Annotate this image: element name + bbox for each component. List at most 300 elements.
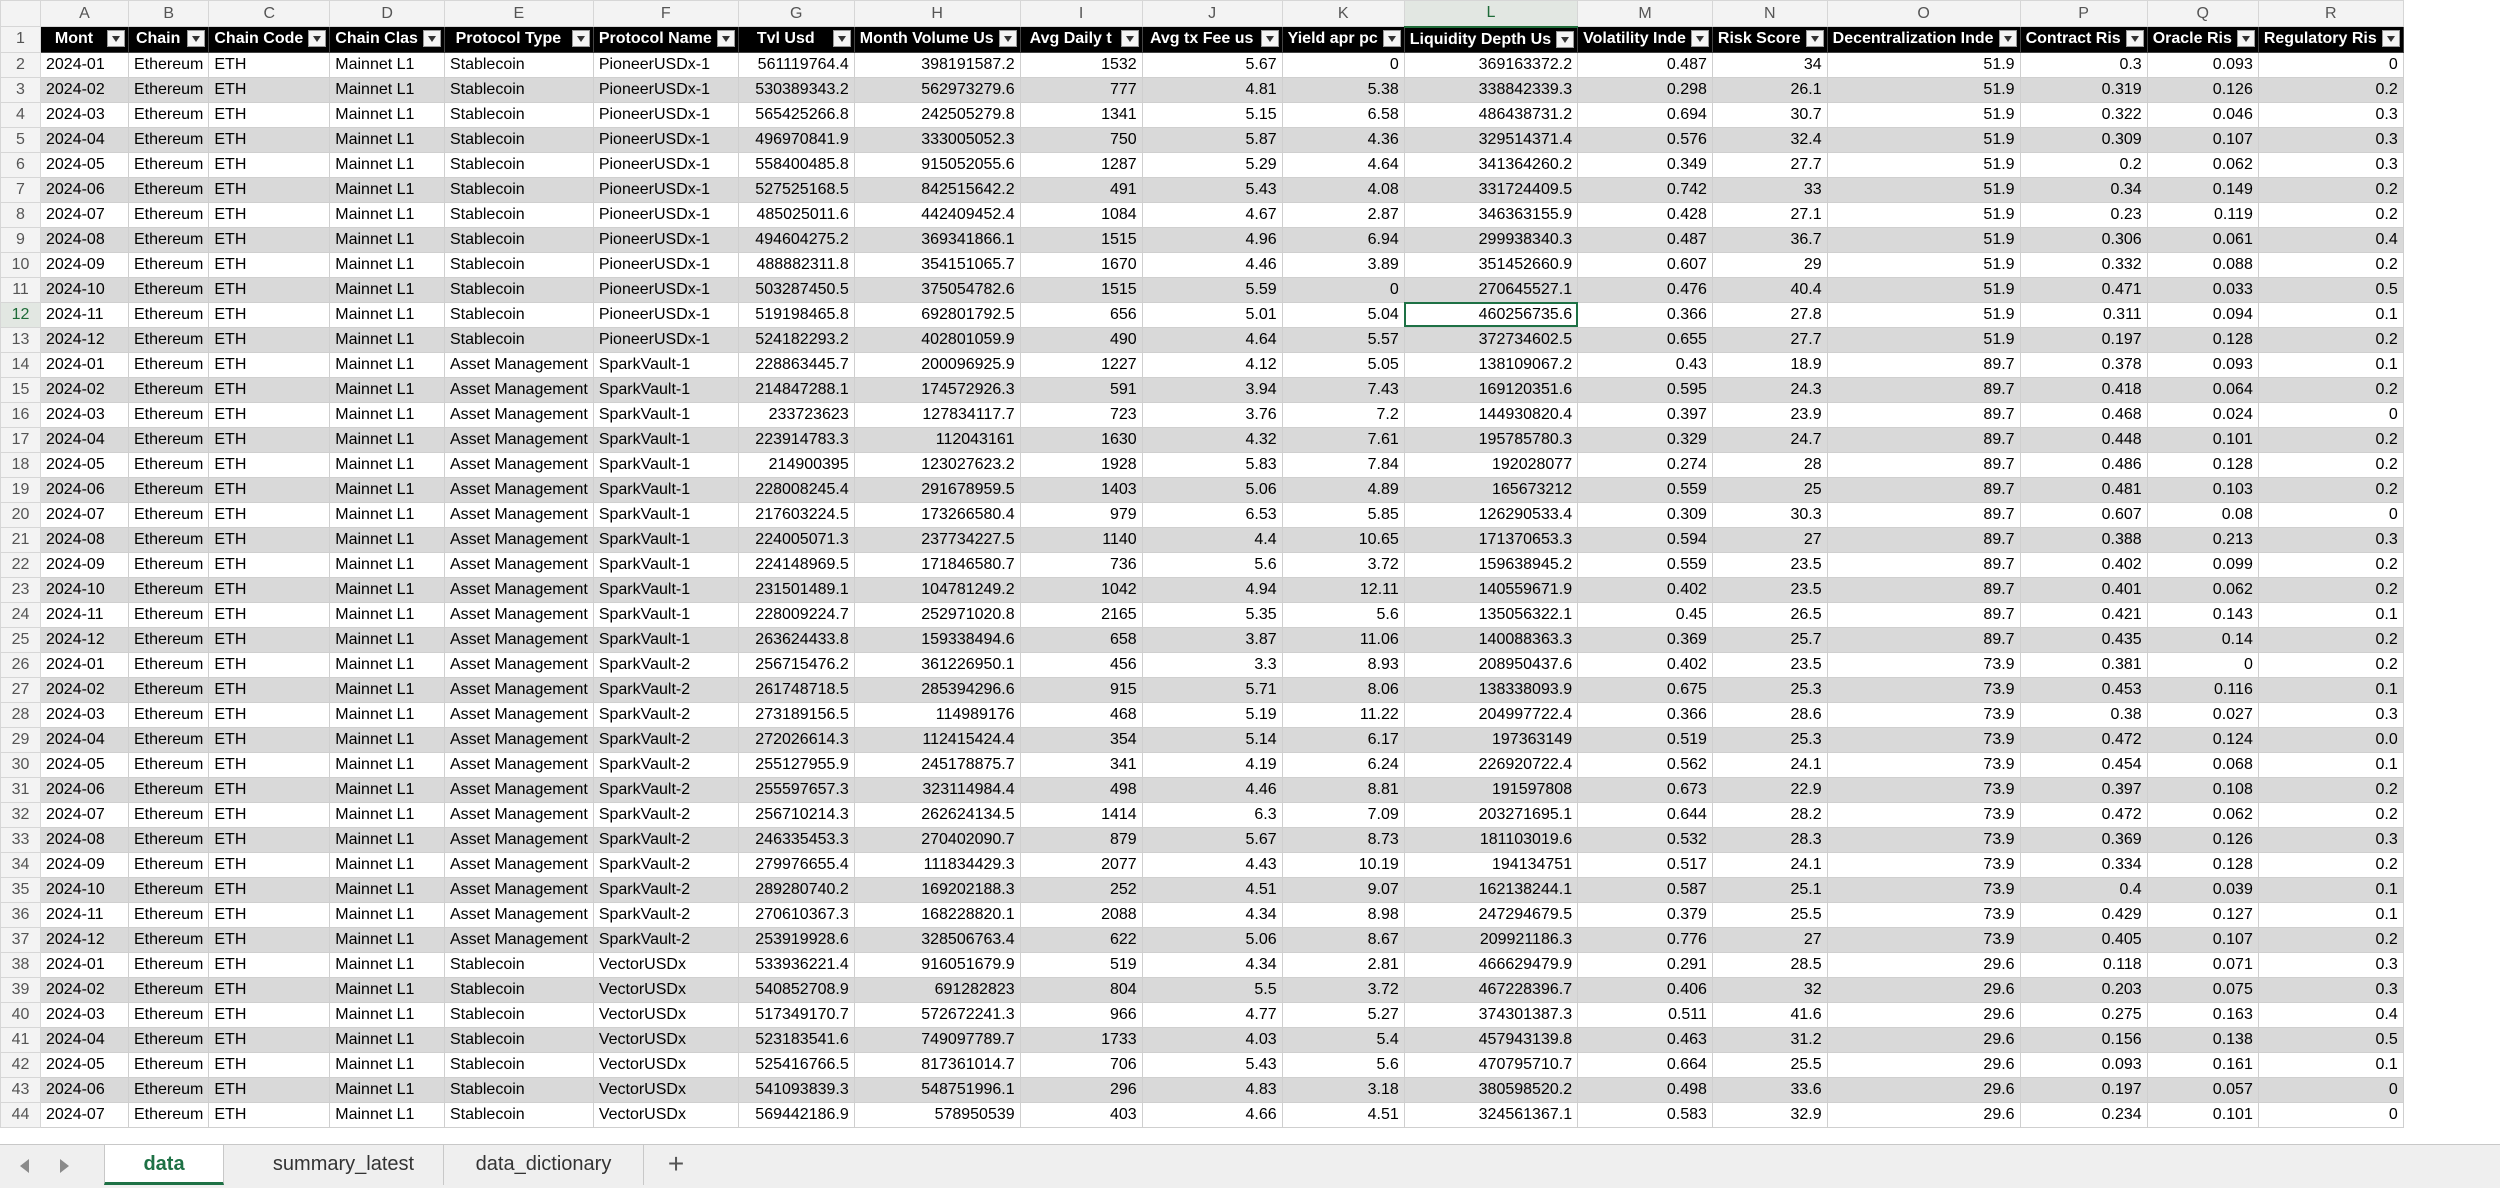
table-cell[interactable]: 24.1: [1712, 852, 1827, 877]
table-cell[interactable]: 51.9: [1827, 127, 2020, 152]
table-cell[interactable]: 4.12: [1142, 352, 1282, 377]
table-cell[interactable]: Ethereum: [129, 77, 209, 102]
table-cell[interactable]: Ethereum: [129, 502, 209, 527]
table-cell[interactable]: Ethereum: [129, 1052, 209, 1077]
table-cell[interactable]: 2024-03: [41, 702, 129, 727]
table-cell[interactable]: VectorUSDx: [593, 1077, 738, 1102]
table-cell[interactable]: 0.486: [2020, 452, 2147, 477]
column-header-o[interactable]: O: [1827, 1, 2020, 27]
table-cell[interactable]: 5.5: [1142, 977, 1282, 1002]
table-cell[interactable]: 4.67: [1142, 202, 1282, 227]
table-cell[interactable]: 0.559: [1578, 552, 1713, 577]
table-cell[interactable]: Ethereum: [129, 302, 209, 327]
table-cell[interactable]: Asset Management: [444, 527, 593, 552]
table-cell[interactable]: 0.3: [2020, 52, 2147, 77]
table-cell[interactable]: 51.9: [1827, 302, 2020, 327]
table-cell[interactable]: Mainnet L1: [330, 852, 445, 877]
table-cell[interactable]: Mainnet L1: [330, 252, 445, 277]
table-cell[interactable]: 23.5: [1712, 552, 1827, 577]
row-number[interactable]: 3: [1, 77, 41, 102]
table-cell[interactable]: 29.6: [1827, 952, 2020, 977]
table-cell[interactable]: 915052055.6: [854, 152, 1020, 177]
table-cell[interactable]: Mainnet L1: [330, 1052, 445, 1077]
table-cell[interactable]: ETH: [209, 477, 330, 502]
table-cell[interactable]: 5.83: [1142, 452, 1282, 477]
table-cell[interactable]: 7.2: [1282, 402, 1404, 427]
table-cell[interactable]: ETH: [209, 252, 330, 277]
table-cell[interactable]: Mainnet L1: [330, 777, 445, 802]
table-cell[interactable]: 519: [1020, 952, 1142, 977]
table-cell[interactable]: Mainnet L1: [330, 552, 445, 577]
table-cell[interactable]: 23.5: [1712, 577, 1827, 602]
table-cell[interactable]: 361226950.1: [854, 652, 1020, 677]
table-cell[interactable]: Ethereum: [129, 352, 209, 377]
row-number[interactable]: 1: [1, 27, 41, 53]
table-cell[interactable]: 0.1: [2258, 352, 2403, 377]
table-cell[interactable]: 1630: [1020, 427, 1142, 452]
table-cell[interactable]: Asset Management: [444, 752, 593, 777]
table-cell[interactable]: 351452660.9: [1404, 252, 1577, 277]
table-cell[interactable]: 140088363.3: [1404, 627, 1577, 652]
table-cell[interactable]: 4.4: [1142, 527, 1282, 552]
table-cell[interactable]: SparkVault-2: [593, 802, 738, 827]
row-number[interactable]: 37: [1, 927, 41, 952]
table-cell[interactable]: 4.64: [1282, 152, 1404, 177]
table-cell[interactable]: 658: [1020, 627, 1142, 652]
table-cell[interactable]: 168228820.1: [854, 902, 1020, 927]
table-cell[interactable]: 2024-09: [41, 552, 129, 577]
table-cell[interactable]: ETH: [209, 927, 330, 952]
table-cell[interactable]: SparkVault-1: [593, 577, 738, 602]
table-cell[interactable]: 89.7: [1827, 352, 2020, 377]
table-cell[interactable]: Asset Management: [444, 627, 593, 652]
table-cell[interactable]: 2024-02: [41, 377, 129, 402]
table-cell[interactable]: 0.2: [2258, 627, 2403, 652]
table-cell[interactable]: 0.1: [2258, 752, 2403, 777]
table-cell[interactable]: 0.033: [2147, 277, 2258, 302]
table-cell[interactable]: SparkVault-2: [593, 927, 738, 952]
table-cell[interactable]: 2024-04: [41, 427, 129, 452]
table-cell[interactable]: SparkVault-2: [593, 852, 738, 877]
table-cell[interactable]: 89.7: [1827, 627, 2020, 652]
table-cell[interactable]: ETH: [209, 552, 330, 577]
table-cell[interactable]: 0.476: [1578, 277, 1713, 302]
table-cell[interactable]: 0.046: [2147, 102, 2258, 127]
table-cell[interactable]: 0.163: [2147, 1002, 2258, 1027]
table-cell[interactable]: 26.1: [1712, 77, 1827, 102]
table-cell[interactable]: 25.7: [1712, 627, 1827, 652]
table-cell[interactable]: 204997722.4: [1404, 702, 1577, 727]
table-cell[interactable]: 138338093.9: [1404, 677, 1577, 702]
table-cell[interactable]: 0.2: [2258, 452, 2403, 477]
table-cell[interactable]: 256710214.3: [738, 802, 854, 827]
table-cell[interactable]: 0.322: [2020, 102, 2147, 127]
table-cell[interactable]: Asset Management: [444, 777, 593, 802]
table-cell[interactable]: 29.6: [1827, 1002, 2020, 1027]
table-cell[interactable]: 23.9: [1712, 402, 1827, 427]
table-cell[interactable]: 73.9: [1827, 877, 2020, 902]
table-cell[interactable]: Ethereum: [129, 702, 209, 727]
table-cell[interactable]: 8.67: [1282, 927, 1404, 952]
table-cell[interactable]: 3.18: [1282, 1077, 1404, 1102]
table-cell[interactable]: Ethereum: [129, 627, 209, 652]
table-cell[interactable]: 194134751: [1404, 852, 1577, 877]
table-cell[interactable]: 112415424.4: [854, 727, 1020, 752]
table-cell[interactable]: 7.09: [1282, 802, 1404, 827]
row-number[interactable]: 20: [1, 502, 41, 527]
table-cell[interactable]: 223914783.3: [738, 427, 854, 452]
table-cell[interactable]: ETH: [209, 202, 330, 227]
table-cell[interactable]: Mainnet L1: [330, 102, 445, 127]
table-cell[interactable]: 1733: [1020, 1027, 1142, 1052]
table-cell[interactable]: Mainnet L1: [330, 402, 445, 427]
table-cell[interactable]: 28: [1712, 452, 1827, 477]
table-cell[interactable]: ETH: [209, 652, 330, 677]
table-cell[interactable]: Stablecoin: [444, 1002, 593, 1027]
table-cell[interactable]: 2024-01: [41, 52, 129, 77]
row-number[interactable]: 5: [1, 127, 41, 152]
table-cell[interactable]: ETH: [209, 227, 330, 252]
table-cell[interactable]: 0.45: [1578, 602, 1713, 627]
table-cell[interactable]: SparkVault-1: [593, 402, 738, 427]
table-cell[interactable]: PioneerUSDx-1: [593, 127, 738, 152]
table-cell[interactable]: 2024-03: [41, 402, 129, 427]
table-cell[interactable]: 0.116: [2147, 677, 2258, 702]
table-cell[interactable]: 5.06: [1142, 927, 1282, 952]
table-cell[interactable]: 4.94: [1142, 577, 1282, 602]
table-cell[interactable]: Ethereum: [129, 777, 209, 802]
table-cell[interactable]: 73.9: [1827, 652, 2020, 677]
table-cell[interactable]: 34: [1712, 52, 1827, 77]
table-cell[interactable]: 569442186.9: [738, 1102, 854, 1127]
table-cell[interactable]: 73.9: [1827, 727, 2020, 752]
table-cell[interactable]: 10.65: [1282, 527, 1404, 552]
table-cell[interactable]: 214847288.1: [738, 377, 854, 402]
table-cell[interactable]: Mainnet L1: [330, 902, 445, 927]
table-cell[interactable]: 203271695.1: [1404, 802, 1577, 827]
table-cell[interactable]: PioneerUSDx-1: [593, 252, 738, 277]
table-cell[interactable]: 0.128: [2147, 452, 2258, 477]
table-cell[interactable]: 7.84: [1282, 452, 1404, 477]
table-cell[interactable]: 0.2: [2258, 852, 2403, 877]
table-cell[interactable]: Ethereum: [129, 1077, 209, 1102]
table-cell[interactable]: Ethereum: [129, 252, 209, 277]
table-cell[interactable]: Ethereum: [129, 52, 209, 77]
table-cell[interactable]: 0.532: [1578, 827, 1713, 852]
table-cell[interactable]: 0.309: [1578, 502, 1713, 527]
table-cell[interactable]: 27: [1712, 927, 1827, 952]
table-cell[interactable]: Stablecoin: [444, 102, 593, 127]
table-cell[interactable]: Stablecoin: [444, 977, 593, 1002]
table-cell[interactable]: Mainnet L1: [330, 652, 445, 677]
column-header-a[interactable]: A: [41, 1, 129, 27]
table-cell[interactable]: 5.27: [1282, 1002, 1404, 1027]
table-cell[interactable]: 28.5: [1712, 952, 1827, 977]
table-cell[interactable]: ETH: [209, 527, 330, 552]
table-cell[interactable]: ETH: [209, 902, 330, 927]
table-cell[interactable]: Mainnet L1: [330, 177, 445, 202]
table-cell[interactable]: 0.454: [2020, 752, 2147, 777]
table-cell[interactable]: 2024-11: [41, 302, 129, 327]
table-cell[interactable]: 369163372.2: [1404, 52, 1577, 77]
table-cell[interactable]: Ethereum: [129, 327, 209, 352]
table-cell[interactable]: 73.9: [1827, 777, 2020, 802]
table-cell[interactable]: 1515: [1020, 227, 1142, 252]
table-cell[interactable]: 51.9: [1827, 252, 2020, 277]
table-cell[interactable]: 5.43: [1142, 177, 1282, 202]
table-cell[interactable]: Stablecoin: [444, 1027, 593, 1052]
table-cell[interactable]: 22.9: [1712, 777, 1827, 802]
table-cell[interactable]: 0.381: [2020, 652, 2147, 677]
table-cell[interactable]: 73.9: [1827, 902, 2020, 927]
table-cell[interactable]: Ethereum: [129, 227, 209, 252]
table-cell[interactable]: 159638945.2: [1404, 552, 1577, 577]
table-cell[interactable]: SparkVault-1: [593, 602, 738, 627]
table-cell[interactable]: 7.61: [1282, 427, 1404, 452]
table-cell[interactable]: 3.94: [1142, 377, 1282, 402]
table-cell[interactable]: SparkVault-1: [593, 427, 738, 452]
table-cell[interactable]: 372734602.5: [1404, 327, 1577, 352]
table-cell[interactable]: ETH: [209, 1102, 330, 1127]
table-cell[interactable]: 3.3: [1142, 652, 1282, 677]
table-cell[interactable]: 0.107: [2147, 927, 2258, 952]
table-cell[interactable]: 262624134.5: [854, 802, 1020, 827]
table-cell[interactable]: Stablecoin: [444, 302, 593, 327]
table-cell[interactable]: Stablecoin: [444, 127, 593, 152]
table-cell[interactable]: 0.14: [2147, 627, 2258, 652]
table-cell[interactable]: 0.429: [2020, 902, 2147, 927]
table-cell[interactable]: Ethereum: [129, 852, 209, 877]
table-cell[interactable]: Ethereum: [129, 727, 209, 752]
table-cell[interactable]: 5.6: [1282, 1052, 1404, 1077]
row-number[interactable]: 19: [1, 477, 41, 502]
table-cell[interactable]: 578950539: [854, 1102, 1020, 1127]
table-cell[interactable]: 0.3: [2258, 827, 2403, 852]
row-number[interactable]: 22: [1, 552, 41, 577]
table-cell[interactable]: SparkVault-2: [593, 902, 738, 927]
table-cell[interactable]: 916051679.9: [854, 952, 1020, 977]
table-cell[interactable]: 328506763.4: [854, 927, 1020, 952]
table-cell[interactable]: 270610367.3: [738, 902, 854, 927]
table-cell[interactable]: 10.19: [1282, 852, 1404, 877]
table-cell[interactable]: 51.9: [1827, 202, 2020, 227]
table-cell[interactable]: 2.87: [1282, 202, 1404, 227]
table-cell[interactable]: 25: [1712, 477, 1827, 502]
table-cell[interactable]: 341: [1020, 752, 1142, 777]
table-cell[interactable]: 0.366: [1578, 702, 1713, 727]
table-cell[interactable]: 2024-10: [41, 877, 129, 902]
row-number[interactable]: 34: [1, 852, 41, 877]
table-cell[interactable]: 2024-11: [41, 902, 129, 927]
table-cell[interactable]: 0.1: [2258, 902, 2403, 927]
table-cell[interactable]: 2024-06: [41, 177, 129, 202]
table-cell[interactable]: 0.378: [2020, 352, 2147, 377]
table-cell[interactable]: Mainnet L1: [330, 527, 445, 552]
table-cell[interactable]: 0.2: [2258, 177, 2403, 202]
table-cell[interactable]: 29.6: [1827, 1052, 2020, 1077]
table-cell[interactable]: Stablecoin: [444, 252, 593, 277]
table-cell[interactable]: 191597808: [1404, 777, 1577, 802]
table-cell[interactable]: 29: [1712, 252, 1827, 277]
table-cell[interactable]: Mainnet L1: [330, 452, 445, 477]
table-cell[interactable]: 0.062: [2147, 802, 2258, 827]
table-cell[interactable]: 456: [1020, 652, 1142, 677]
table-cell[interactable]: 89.7: [1827, 552, 2020, 577]
table-cell[interactable]: 181103019.6: [1404, 827, 1577, 852]
table-cell[interactable]: Ethereum: [129, 527, 209, 552]
table-cell[interactable]: 111834429.3: [854, 852, 1020, 877]
table-cell[interactable]: PioneerUSDx-1: [593, 77, 738, 102]
table-cell[interactable]: Mainnet L1: [330, 977, 445, 1002]
table-cell[interactable]: 468: [1020, 702, 1142, 727]
table-cell[interactable]: Asset Management: [444, 577, 593, 602]
table-cell[interactable]: Mainnet L1: [330, 627, 445, 652]
table-cell[interactable]: 5.15: [1142, 102, 1282, 127]
table-header-cell[interactable]: [2147, 27, 2258, 53]
table-cell[interactable]: Ethereum: [129, 127, 209, 152]
table-cell[interactable]: 0.0: [2258, 727, 2403, 752]
table-cell[interactable]: 374301387.3: [1404, 1002, 1577, 1027]
table-cell[interactable]: Ethereum: [129, 202, 209, 227]
table-cell[interactable]: 33.6: [1712, 1077, 1827, 1102]
table-cell[interactable]: 0.156: [2020, 1027, 2147, 1052]
table-cell[interactable]: 369341866.1: [854, 227, 1020, 252]
table-cell[interactable]: PioneerUSDx-1: [593, 327, 738, 352]
table-cell[interactable]: 0.094: [2147, 302, 2258, 327]
table-cell[interactable]: 270402090.7: [854, 827, 1020, 852]
table-cell[interactable]: Stablecoin: [444, 177, 593, 202]
table-cell[interactable]: 494604275.2: [738, 227, 854, 252]
table-cell[interactable]: ETH: [209, 577, 330, 602]
table-cell[interactable]: 0.562: [1578, 752, 1713, 777]
table-cell[interactable]: 89.7: [1827, 402, 2020, 427]
table-cell[interactable]: 2024-07: [41, 202, 129, 227]
filter-dropdown-icon[interactable]: [1121, 30, 1139, 47]
table-cell[interactable]: Mainnet L1: [330, 927, 445, 952]
table-cell[interactable]: ETH: [209, 1052, 330, 1077]
table-cell[interactable]: Stablecoin: [444, 327, 593, 352]
table-cell[interactable]: 173266580.4: [854, 502, 1020, 527]
table-cell[interactable]: 0.2: [2258, 252, 2403, 277]
table-cell[interactable]: 2024-10: [41, 277, 129, 302]
filter-dropdown-icon[interactable]: [1691, 30, 1709, 47]
table-cell[interactable]: 0.2: [2258, 77, 2403, 102]
table-cell[interactable]: 0.471: [2020, 277, 2147, 302]
sheet-tab-summary-latest[interactable]: summary_latest: [244, 1145, 444, 1185]
table-cell[interactable]: 0.057: [2147, 1077, 2258, 1102]
table-cell[interactable]: 51.9: [1827, 327, 2020, 352]
table-cell[interactable]: 0.2: [2258, 577, 2403, 602]
table-cell[interactable]: 0.093: [2147, 352, 2258, 377]
table-cell[interactable]: 0.369: [1578, 627, 1713, 652]
table-cell[interactable]: 2024-07: [41, 1102, 129, 1127]
table-cell[interactable]: SparkVault-2: [593, 727, 738, 752]
table-cell[interactable]: 28.2: [1712, 802, 1827, 827]
row-number[interactable]: 21: [1, 527, 41, 552]
table-cell[interactable]: 200096925.9: [854, 352, 1020, 377]
table-cell[interactable]: 0.487: [1578, 52, 1713, 77]
table-cell[interactable]: 2024-07: [41, 802, 129, 827]
table-cell[interactable]: ETH: [209, 702, 330, 727]
row-number[interactable]: 16: [1, 402, 41, 427]
table-cell[interactable]: 380598520.2: [1404, 1077, 1577, 1102]
row-number[interactable]: 6: [1, 152, 41, 177]
table-cell[interactable]: 525416766.5: [738, 1052, 854, 1077]
table-cell[interactable]: 2024-09: [41, 852, 129, 877]
table-cell[interactable]: VectorUSDx: [593, 1052, 738, 1077]
table-cell[interactable]: 73.9: [1827, 702, 2020, 727]
table-cell[interactable]: 51.9: [1827, 177, 2020, 202]
table-cell[interactable]: Asset Management: [444, 452, 593, 477]
table-cell[interactable]: 0.1: [2258, 1052, 2403, 1077]
table-cell[interactable]: 289280740.2: [738, 877, 854, 902]
table-cell[interactable]: 5.85: [1282, 502, 1404, 527]
table-cell[interactable]: 253919928.6: [738, 927, 854, 952]
table-cell[interactable]: 749097789.7: [854, 1027, 1020, 1052]
table-cell[interactable]: 0.38: [2020, 702, 2147, 727]
table-cell[interactable]: 0.742: [1578, 177, 1713, 202]
table-cell[interactable]: 2024-01: [41, 952, 129, 977]
table-cell[interactable]: 2024-05: [41, 752, 129, 777]
row-number[interactable]: 35: [1, 877, 41, 902]
table-cell[interactable]: VectorUSDx: [593, 952, 738, 977]
table-cell[interactable]: 354: [1020, 727, 1142, 752]
table-cell[interactable]: 0.349: [1578, 152, 1713, 177]
table-cell[interactable]: Ethereum: [129, 902, 209, 927]
table-cell[interactable]: 1227: [1020, 352, 1142, 377]
table-cell[interactable]: ETH: [209, 1027, 330, 1052]
table-cell[interactable]: 23.5: [1712, 652, 1827, 677]
table-cell[interactable]: Asset Management: [444, 602, 593, 627]
table-header-cell[interactable]: [444, 27, 593, 53]
table-cell[interactable]: 0: [2258, 502, 2403, 527]
table-cell[interactable]: 1928: [1020, 452, 1142, 477]
table-cell[interactable]: ETH: [209, 952, 330, 977]
table-cell[interactable]: 524182293.2: [738, 327, 854, 352]
table-cell[interactable]: 270645527.1: [1404, 277, 1577, 302]
table-cell[interactable]: 2024-04: [41, 727, 129, 752]
table-cell[interactable]: Asset Management: [444, 652, 593, 677]
table-cell[interactable]: 0.3: [2258, 527, 2403, 552]
table-cell[interactable]: PioneerUSDx-1: [593, 177, 738, 202]
table-cell[interactable]: PioneerUSDx-1: [593, 52, 738, 77]
column-header-j[interactable]: J: [1142, 1, 1282, 27]
table-cell[interactable]: 442409452.4: [854, 202, 1020, 227]
table-cell[interactable]: 0.519: [1578, 727, 1713, 752]
table-cell[interactable]: Asset Management: [444, 702, 593, 727]
table-cell[interactable]: 0.1: [2258, 877, 2403, 902]
table-cell[interactable]: 2024-06: [41, 477, 129, 502]
table-cell[interactable]: 0.388: [2020, 527, 2147, 552]
table-cell[interactable]: Asset Management: [444, 727, 593, 752]
table-cell[interactable]: 0.061: [2147, 227, 2258, 252]
table-cell[interactable]: 0.126: [2147, 77, 2258, 102]
table-cell[interactable]: 6.24: [1282, 752, 1404, 777]
filter-dropdown-icon[interactable]: [1261, 30, 1279, 47]
table-cell[interactable]: 0.587: [1578, 877, 1713, 902]
table-cell[interactable]: Mainnet L1: [330, 727, 445, 752]
table-cell[interactable]: 138109067.2: [1404, 352, 1577, 377]
table-cell[interactable]: Mainnet L1: [330, 1002, 445, 1027]
table-cell[interactable]: Stablecoin: [444, 952, 593, 977]
table-cell[interactable]: 0.4: [2020, 877, 2147, 902]
filter-dropdown-icon[interactable]: [717, 30, 735, 47]
table-cell[interactable]: 0: [2147, 652, 2258, 677]
table-cell[interactable]: 51.9: [1827, 152, 2020, 177]
table-cell[interactable]: 0.673: [1578, 777, 1713, 802]
table-cell[interactable]: 0.064: [2147, 377, 2258, 402]
table-cell[interactable]: 2077: [1020, 852, 1142, 877]
